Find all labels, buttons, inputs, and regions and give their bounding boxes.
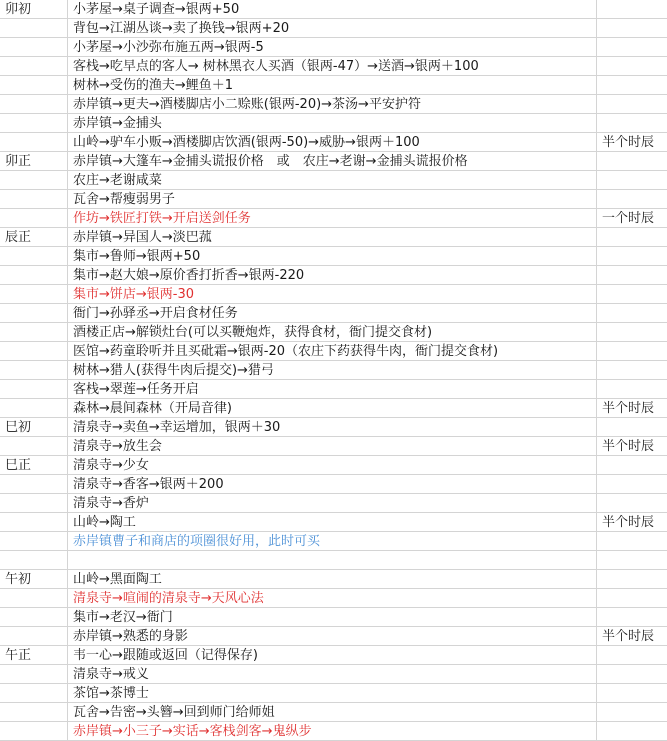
time-cell[interactable] (0, 627, 68, 646)
table-row (0, 570, 667, 589)
step-cell[interactable]: 集市→赵大娘→原价香打折香→银两-220 (68, 266, 597, 285)
step-cell[interactable]: 赤岸镇→小三子→实话→客栈剑客→鬼纵步 (68, 722, 597, 741)
duration-cell[interactable] (597, 114, 667, 133)
table-row (0, 342, 667, 361)
duration-cell[interactable] (597, 95, 667, 114)
time-cell[interactable] (0, 589, 68, 608)
table-row (0, 114, 667, 133)
time-cell[interactable] (0, 304, 68, 323)
time-cell[interactable]: 巳初 (0, 418, 68, 437)
table-row (0, 285, 667, 304)
table-row (0, 361, 667, 380)
duration-cell[interactable] (597, 570, 667, 589)
duration-cell[interactable] (597, 152, 667, 171)
duration-cell[interactable]: 半个时辰 (597, 627, 667, 646)
duration-cell[interactable] (597, 646, 667, 665)
time-cell[interactable] (0, 171, 68, 190)
table-row (0, 209, 667, 228)
step-cell[interactable]: 树林→猎人(获得牛肉后提交)→猎弓 (68, 361, 597, 380)
duration-cell[interactable] (597, 57, 667, 76)
step-cell[interactable]: 赤岸镇→异国人→淡巴菰 (68, 228, 597, 247)
step-cell[interactable]: 茶馆→茶博士 (68, 684, 597, 703)
step-cell[interactable]: 山岭→驴车小贩→酒楼脚店饮酒(银两-50)→威胁→银两＋100 (68, 133, 597, 152)
duration-cell[interactable] (597, 475, 667, 494)
step-cell[interactable]: 小茅屋→桌子调查→银两+50 (68, 0, 597, 19)
step-cell[interactable]: 背包→江湖丛谈→卖了换钱→银两+20 (68, 19, 597, 38)
step-cell[interactable]: 森林→晨间森林（开局音律) (68, 399, 597, 418)
table-row (0, 228, 667, 247)
table-row (0, 304, 667, 323)
step-cell[interactable]: 清泉寺→喧闹的清泉寺→天风心法 (68, 589, 597, 608)
table-row (0, 323, 667, 342)
table-row (0, 494, 667, 513)
time-cell[interactable] (0, 190, 68, 209)
table-row (0, 95, 667, 114)
duration-cell[interactable] (597, 703, 667, 722)
step-cell[interactable]: 集市→老汉→衙门 (68, 608, 597, 627)
step-cell[interactable]: 小茅屋→小沙弥布施五两→银两-5 (68, 38, 597, 57)
table-row (0, 57, 667, 76)
table-row (0, 266, 667, 285)
duration-cell[interactable] (597, 38, 667, 57)
time-cell[interactable] (0, 608, 68, 627)
step-cell[interactable]: 清泉寺→香炉 (68, 494, 597, 513)
duration-cell[interactable]: 半个时辰 (597, 133, 667, 152)
table-row (0, 38, 667, 57)
step-cell[interactable]: 清泉寺→戒义 (68, 665, 597, 684)
step-cell[interactable]: 客栈→吃早点的客人→ 树林黑衣人买酒（银两-47）→送酒→银两＋100 (68, 57, 597, 76)
step-cell[interactable]: 赤岸镇曹子和商店的项圈很好用，此时可买 (68, 532, 597, 551)
time-cell[interactable] (0, 703, 68, 722)
step-cell[interactable]: 酒楼正店→解锁灶台(可以买鞭炮炸，获得食材，衙门提交食材) (68, 323, 597, 342)
duration-cell[interactable] (597, 589, 667, 608)
time-cell[interactable] (0, 513, 68, 532)
table-row (0, 684, 667, 703)
duration-cell[interactable] (597, 551, 667, 570)
duration-cell[interactable]: 半个时辰 (597, 437, 667, 456)
duration-cell[interactable] (597, 19, 667, 38)
table-row (0, 190, 667, 209)
table-row (0, 627, 667, 646)
step-cell[interactable]: 集市→鲁师→银两+50 (68, 247, 597, 266)
time-cell[interactable]: 午初 (0, 570, 68, 589)
duration-cell[interactable] (597, 304, 667, 323)
step-cell[interactable] (68, 551, 597, 570)
time-cell[interactable] (0, 95, 68, 114)
table-row (0, 665, 667, 684)
time-cell[interactable] (0, 285, 68, 304)
table-row (0, 608, 667, 627)
step-cell[interactable]: 医馆→药童聆听并且买砒霜→银两-20（农庄下药获得牛肉，衙门提交食材) (68, 342, 597, 361)
step-cell[interactable]: 衙门→孙驿丞→开启食材任务 (68, 304, 597, 323)
time-cell[interactable]: 卯正 (0, 152, 68, 171)
table-row (0, 133, 667, 152)
time-cell[interactable] (0, 247, 68, 266)
duration-cell[interactable] (597, 532, 667, 551)
time-cell[interactable] (0, 361, 68, 380)
time-cell[interactable] (0, 76, 68, 95)
table-row (0, 247, 667, 266)
time-cell[interactable] (0, 323, 68, 342)
duration-cell[interactable] (597, 722, 667, 741)
table-row (0, 76, 667, 95)
time-cell[interactable] (0, 399, 68, 418)
duration-cell[interactable] (597, 418, 667, 437)
table-row (0, 589, 667, 608)
table-row (0, 513, 667, 532)
duration-cell[interactable] (597, 342, 667, 361)
time-cell[interactable] (0, 133, 68, 152)
duration-cell[interactable] (597, 665, 667, 684)
time-cell[interactable] (0, 342, 68, 361)
table-row (0, 551, 667, 570)
table-row (0, 646, 667, 665)
duration-cell[interactable] (597, 247, 667, 266)
time-cell[interactable] (0, 57, 68, 76)
time-cell[interactable] (0, 684, 68, 703)
table-row (0, 171, 667, 190)
time-cell[interactable]: 巳正 (0, 456, 68, 475)
duration-cell[interactable] (597, 285, 667, 304)
time-cell[interactable] (0, 665, 68, 684)
step-cell[interactable]: 赤岸镇→熟悉的身影 (68, 627, 597, 646)
step-cell[interactable]: 赤岸镇→金捕头 (68, 114, 597, 133)
step-cell[interactable]: 清泉寺→少女 (68, 456, 597, 475)
step-cell[interactable]: 农庄→老谢咸菜 (68, 171, 597, 190)
time-cell[interactable] (0, 114, 68, 133)
duration-cell[interactable] (597, 171, 667, 190)
duration-cell[interactable] (597, 456, 667, 475)
duration-cell[interactable] (597, 380, 667, 399)
time-cell[interactable]: 午正 (0, 646, 68, 665)
step-cell[interactable]: 集市→饼店→银两-30 (68, 285, 597, 304)
step-cell[interactable]: 瓦舍→帮瘦弱男子 (68, 190, 597, 209)
table-row (0, 703, 667, 722)
step-cell[interactable]: 清泉寺→卖鱼→幸运增加，银两＋30 (68, 418, 597, 437)
table-row (0, 456, 667, 475)
time-cell[interactable] (0, 380, 68, 399)
duration-cell[interactable] (597, 228, 667, 247)
time-cell[interactable] (0, 19, 68, 38)
step-cell[interactable]: 山岭→陶工 (68, 513, 597, 532)
duration-cell[interactable] (597, 494, 667, 513)
step-cell[interactable]: 韦一心→跟随或返回（记得保存) (68, 646, 597, 665)
time-cell[interactable] (0, 266, 68, 285)
table-row (0, 722, 667, 741)
time-cell[interactable] (0, 494, 68, 513)
table-row (0, 532, 667, 551)
step-cell[interactable]: 山岭→黑面陶工 (68, 570, 597, 589)
time-cell[interactable] (0, 551, 68, 570)
step-cell[interactable]: 清泉寺→香客→银两＋200 (68, 475, 597, 494)
table-row (0, 0, 667, 19)
table-row (0, 399, 667, 418)
duration-cell[interactable]: 一个时辰 (597, 209, 667, 228)
duration-cell[interactable] (597, 0, 667, 19)
step-cell[interactable]: 清泉寺→放生会 (68, 437, 597, 456)
step-cell[interactable]: 赤岸镇→更夫→酒楼脚店小二赊账(银两-20)→茶汤→平安护符 (68, 95, 597, 114)
duration-cell[interactable]: 半个时辰 (597, 513, 667, 532)
time-cell[interactable] (0, 475, 68, 494)
time-cell[interactable] (0, 437, 68, 456)
duration-cell[interactable] (597, 684, 667, 703)
time-cell[interactable]: 卯初 (0, 0, 68, 19)
step-cell[interactable]: 赤岸镇→大篷车→金捕头谎报价格 或 农庄→老谢→金捕头谎报价格 (68, 152, 597, 171)
duration-cell[interactable] (597, 323, 667, 342)
duration-cell[interactable] (597, 266, 667, 285)
table-row (0, 380, 667, 399)
duration-cell[interactable] (597, 608, 667, 627)
table-row (0, 19, 667, 38)
duration-cell[interactable] (597, 190, 667, 209)
step-cell[interactable]: 瓦舍→告密→头簪→回到师门给师姐 (68, 703, 597, 722)
step-cell[interactable]: 树林→受伤的渔夫→鲤鱼＋1 (68, 76, 597, 95)
duration-cell[interactable] (597, 361, 667, 380)
time-cell[interactable] (0, 532, 68, 551)
time-cell[interactable] (0, 38, 68, 57)
step-cell[interactable]: 客栈→翠莲→任务开启 (68, 380, 597, 399)
time-cell[interactable]: 辰正 (0, 228, 68, 247)
table-row (0, 437, 667, 456)
time-cell[interactable] (0, 722, 68, 741)
table-row (0, 152, 667, 171)
table-row (0, 475, 667, 494)
duration-cell[interactable]: 半个时辰 (597, 399, 667, 418)
step-cell[interactable]: 作坊→铁匠打铁→开启送剑任务 (68, 209, 597, 228)
table-row (0, 418, 667, 437)
time-cell[interactable] (0, 209, 68, 228)
duration-cell[interactable] (597, 76, 667, 95)
